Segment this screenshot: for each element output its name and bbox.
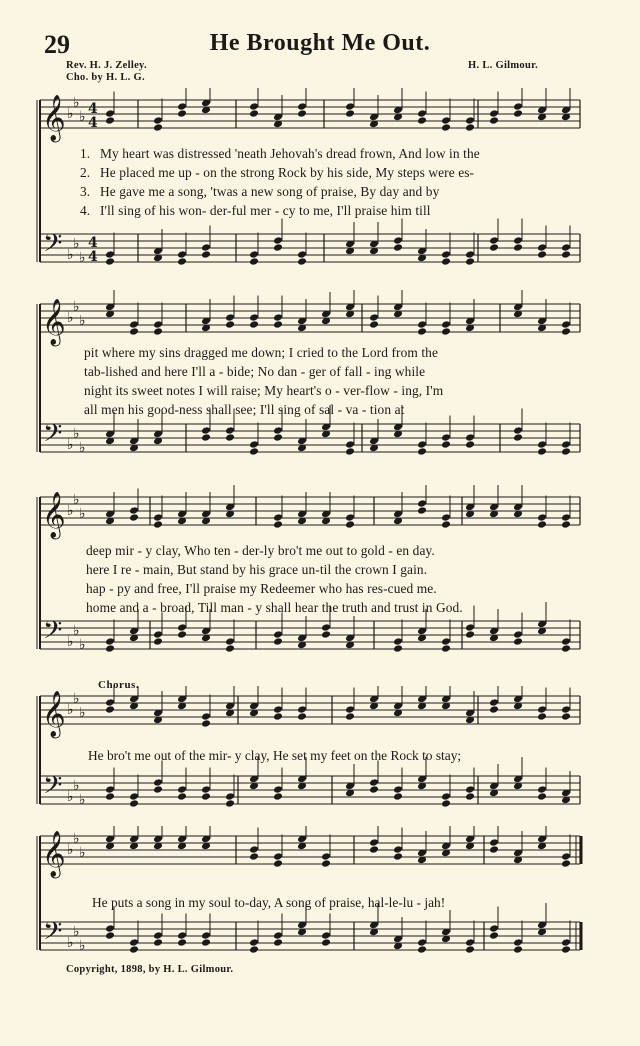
note-head xyxy=(249,945,259,954)
note-head xyxy=(489,924,499,933)
note-head xyxy=(561,644,571,653)
note-head xyxy=(561,637,571,646)
note-head xyxy=(537,440,547,449)
note-head xyxy=(561,945,571,954)
note-head xyxy=(273,705,283,714)
note-head xyxy=(417,938,427,947)
note-head xyxy=(129,792,139,801)
treble-clef-icon: 𝄞 xyxy=(42,492,66,538)
flat-icon: ♭ xyxy=(67,247,74,263)
note-head xyxy=(249,852,259,861)
chorus-line-1: He bro't me out of the mir- y clay, He set my feet on the Rock to stay; xyxy=(88,748,462,763)
bass-clef-icon: 𝄢 xyxy=(43,771,63,806)
note-head xyxy=(537,250,547,259)
note-head xyxy=(393,852,403,861)
note-head xyxy=(465,785,475,794)
note-head xyxy=(249,320,259,329)
note-head xyxy=(393,845,403,854)
note-head xyxy=(465,123,475,132)
verse-1-line xyxy=(80,146,580,162)
bass-clef-icon: 𝄢 xyxy=(43,917,63,952)
note-head xyxy=(537,705,547,714)
note-head xyxy=(369,845,379,854)
flat-icon: ♭ xyxy=(79,792,86,808)
note-head xyxy=(225,426,235,435)
lyric-text: My heart was distressed 'neath Jehovah's dread frown, And low in the xyxy=(100,146,480,161)
flat-icon: ♭ xyxy=(67,842,74,858)
flat-icon: ♭ xyxy=(67,106,74,122)
note-head xyxy=(153,320,163,329)
note-head xyxy=(321,859,331,868)
verse-number: 3. xyxy=(80,184,91,199)
note-head xyxy=(561,243,571,252)
flat-icon: ♭ xyxy=(79,313,86,329)
note-head xyxy=(561,250,571,259)
flat-icon: ♭ xyxy=(79,938,86,954)
note-head xyxy=(321,852,331,861)
note-head xyxy=(273,433,283,442)
note-head xyxy=(273,785,283,794)
verse-1-line xyxy=(84,345,584,361)
note-head xyxy=(441,327,451,336)
note-head xyxy=(153,931,163,940)
note-head xyxy=(369,778,379,787)
note-head xyxy=(273,426,283,435)
treble-clef-icon: 𝄞 xyxy=(42,95,66,141)
chorus-line-2: He puts a song in my soul to-day, A song of praise, hal-le-lu - jah! xyxy=(92,895,446,910)
note-head xyxy=(201,250,211,259)
note-head xyxy=(201,792,211,801)
verse-1-line xyxy=(86,543,586,559)
verse-4-line xyxy=(86,600,586,616)
treble-clef-icon: 𝄞 xyxy=(42,299,66,345)
note-head xyxy=(369,320,379,329)
note-head xyxy=(441,123,451,132)
note-head xyxy=(297,250,307,259)
flat-icon: ♭ xyxy=(73,691,80,707)
verse-number: 4. xyxy=(80,203,91,218)
verse-number: 2. xyxy=(80,165,91,180)
note-head xyxy=(417,109,427,118)
note-head xyxy=(273,792,283,801)
note-head xyxy=(321,623,331,632)
flat-icon: ♭ xyxy=(73,778,80,794)
note-head xyxy=(297,109,307,118)
note-head xyxy=(321,630,331,639)
note-head xyxy=(537,712,547,721)
lyric-text: I'll sing of his won- der-ful mer - cy to me, I'll praise him till xyxy=(100,203,431,218)
note-head xyxy=(201,938,211,947)
flat-icon: ♭ xyxy=(79,506,86,522)
verse-2-line xyxy=(86,562,586,578)
note-head xyxy=(273,236,283,245)
note-head xyxy=(273,243,283,252)
note-head xyxy=(513,426,523,435)
note-head xyxy=(177,250,187,259)
lyric-text: tab-lished and here I'll a - bide; No dan - ger of fall - ing while xyxy=(84,364,426,379)
note-head xyxy=(177,623,187,632)
note-head xyxy=(177,785,187,794)
note-head xyxy=(153,630,163,639)
note-head xyxy=(465,792,475,801)
note-head xyxy=(129,799,139,808)
note-head xyxy=(129,327,139,336)
hymn-title: He Brought Me Out. xyxy=(209,30,431,56)
note-head xyxy=(489,698,499,707)
chorus-author-credit: Cho. by H. L. G. xyxy=(66,72,145,83)
note-head xyxy=(105,792,115,801)
note-head xyxy=(153,938,163,947)
note-head xyxy=(417,440,427,449)
note-head xyxy=(201,426,211,435)
note-head xyxy=(105,116,115,125)
note-head xyxy=(345,705,355,714)
note-head xyxy=(561,938,571,947)
lyric-text: night its sweet notes I will raise; My heart's o - ver-flow - ing, I'm xyxy=(84,383,444,398)
note-head xyxy=(489,116,499,125)
note-head xyxy=(177,792,187,801)
note-head xyxy=(225,644,235,653)
flat-icon: ♭ xyxy=(67,935,74,951)
note-head xyxy=(153,116,163,125)
note-head xyxy=(513,433,523,442)
note-head xyxy=(177,931,187,940)
note-head xyxy=(201,931,211,940)
note-head xyxy=(105,109,115,118)
note-head xyxy=(177,630,187,639)
note-head xyxy=(417,116,427,125)
note-head xyxy=(465,945,475,954)
flat-icon: ♭ xyxy=(79,109,86,125)
note-head xyxy=(273,637,283,646)
note-head xyxy=(225,792,235,801)
chorus-label: Chorus. xyxy=(98,679,140,691)
note-head xyxy=(345,102,355,111)
note-head xyxy=(297,102,307,111)
note-head xyxy=(513,243,523,252)
note-head xyxy=(441,644,451,653)
note-head xyxy=(489,845,499,854)
note-head xyxy=(465,257,475,266)
verse-4-line xyxy=(80,203,580,219)
note-head xyxy=(393,792,403,801)
note-head xyxy=(105,257,115,266)
author-credit: Rev. H. J. Zelley. xyxy=(66,60,147,71)
music-system-2 xyxy=(0,290,640,470)
note-head xyxy=(321,931,331,940)
note-head xyxy=(465,116,475,125)
note-head xyxy=(393,243,403,252)
note-head xyxy=(153,778,163,787)
verse-3-line xyxy=(84,383,584,399)
note-head xyxy=(489,838,499,847)
lyric-text: hap - py and free, I'll praise my Redeemer who has res-cued me. xyxy=(86,581,437,596)
note-head xyxy=(321,938,331,947)
note-head xyxy=(105,705,115,714)
note-head xyxy=(513,945,523,954)
note-head xyxy=(201,785,211,794)
flat-icon: ♭ xyxy=(73,95,80,111)
note-head xyxy=(345,447,355,456)
note-head xyxy=(561,705,571,714)
note-head xyxy=(273,313,283,322)
note-head xyxy=(249,447,259,456)
note-head xyxy=(249,109,259,118)
words-credit xyxy=(66,60,147,84)
note-head xyxy=(249,313,259,322)
note-head xyxy=(465,938,475,947)
note-head xyxy=(561,520,571,529)
note-head xyxy=(441,513,451,522)
note-head xyxy=(273,938,283,947)
note-head xyxy=(537,447,547,456)
flat-icon: ♭ xyxy=(73,492,80,508)
note-head xyxy=(537,520,547,529)
note-head xyxy=(441,250,451,259)
flat-icon: ♭ xyxy=(73,426,80,442)
note-head xyxy=(273,859,283,868)
note-head xyxy=(177,938,187,947)
note-head xyxy=(393,644,403,653)
note-head xyxy=(369,785,379,794)
note-head xyxy=(129,945,139,954)
note-head xyxy=(177,102,187,111)
note-head xyxy=(297,705,307,714)
note-head xyxy=(441,320,451,329)
music-system-1 xyxy=(0,88,640,278)
note-head xyxy=(129,320,139,329)
treble-clef-icon: 𝄞 xyxy=(42,831,66,877)
note-head xyxy=(177,257,187,266)
note-head xyxy=(201,712,211,721)
note-head xyxy=(417,320,427,329)
note-head xyxy=(129,513,139,522)
verse-4-line xyxy=(84,402,584,418)
note-head xyxy=(105,785,115,794)
note-head xyxy=(369,313,379,322)
note-head xyxy=(441,792,451,801)
note-head xyxy=(489,236,499,245)
note-head xyxy=(153,637,163,646)
treble-clef-icon: 𝄞 xyxy=(42,691,66,737)
note-head xyxy=(273,520,283,529)
note-head xyxy=(129,938,139,947)
note-head xyxy=(537,243,547,252)
note-head xyxy=(441,520,451,529)
flat-icon: ♭ xyxy=(67,634,74,650)
note-head xyxy=(153,513,163,522)
bass-clef-icon: 𝄢 xyxy=(43,229,63,264)
note-head xyxy=(393,236,403,245)
note-head xyxy=(345,520,355,529)
note-head xyxy=(417,499,427,508)
flat-icon: ♭ xyxy=(67,789,74,805)
note-head xyxy=(153,785,163,794)
note-head xyxy=(537,785,547,794)
note-head xyxy=(537,792,547,801)
note-head xyxy=(561,320,571,329)
verse-3-line xyxy=(86,581,586,597)
note-head xyxy=(441,116,451,125)
flat-icon: ♭ xyxy=(73,831,80,847)
note-head xyxy=(105,698,115,707)
note-head xyxy=(441,433,451,442)
note-head xyxy=(153,520,163,529)
note-head xyxy=(225,637,235,646)
note-head xyxy=(249,257,259,266)
note-head xyxy=(561,447,571,456)
note-head xyxy=(441,637,451,646)
note-head xyxy=(225,799,235,808)
note-head xyxy=(441,440,451,449)
verse-2-line xyxy=(84,364,584,380)
note-head xyxy=(561,712,571,721)
note-head xyxy=(561,440,571,449)
note-head xyxy=(465,433,475,442)
note-head xyxy=(513,102,523,111)
note-head xyxy=(297,712,307,721)
note-head xyxy=(105,637,115,646)
note-head xyxy=(537,513,547,522)
flat-icon: ♭ xyxy=(73,623,80,639)
note-head xyxy=(441,257,451,266)
note-head xyxy=(249,845,259,854)
note-head xyxy=(249,250,259,259)
note-head xyxy=(513,236,523,245)
time-signature: 4 xyxy=(88,101,98,117)
bass-clef-icon: 𝄢 xyxy=(43,616,63,651)
note-head xyxy=(153,123,163,132)
time-signature: 4 xyxy=(88,249,98,265)
lyric-text: here I re - main, But stand by his grace un-til the crown I gain. xyxy=(86,562,428,577)
flat-icon: ♭ xyxy=(67,437,74,453)
flat-icon: ♭ xyxy=(79,440,86,456)
flat-icon: ♭ xyxy=(73,924,80,940)
lyric-text: home and a - broad, Till man - y shall hear the truth and trust in God. xyxy=(86,600,463,615)
hymn-number: 29 xyxy=(44,30,70,59)
flat-icon: ♭ xyxy=(79,637,86,653)
time-signature: 4 xyxy=(88,115,98,131)
flat-icon: ♭ xyxy=(67,310,74,326)
note-head xyxy=(249,102,259,111)
flat-icon: ♭ xyxy=(79,250,86,266)
flat-icon: ♭ xyxy=(73,299,80,315)
verse-3-line xyxy=(80,184,580,200)
note-head xyxy=(465,440,475,449)
note-head xyxy=(345,109,355,118)
composer-credit: H. L. Gilmour. xyxy=(468,60,539,71)
lyric-text: deep mir - y clay, Who ten - der-ly bro't me out to gold - en day. xyxy=(86,543,435,558)
note-head xyxy=(417,327,427,336)
note-head xyxy=(561,852,571,861)
note-head xyxy=(489,243,499,252)
note-head xyxy=(417,945,427,954)
note-head xyxy=(465,630,475,639)
note-head xyxy=(561,513,571,522)
note-head xyxy=(417,506,427,515)
note-head xyxy=(105,250,115,259)
note-head xyxy=(465,623,475,632)
note-head xyxy=(201,433,211,442)
note-head xyxy=(393,637,403,646)
note-head xyxy=(129,506,139,515)
note-head xyxy=(225,313,235,322)
note-head xyxy=(105,931,115,940)
note-head xyxy=(273,630,283,639)
note-head xyxy=(249,938,259,947)
note-head xyxy=(345,712,355,721)
lyric-text: all men his good-ness shall see; I'll sing of sal - va - tion at xyxy=(84,402,405,417)
note-head xyxy=(273,513,283,522)
flat-icon: ♭ xyxy=(67,503,74,519)
note-head xyxy=(489,931,499,940)
note-head xyxy=(225,433,235,442)
copyright-notice: Copyright, 1898, by H. L. Gilmour. xyxy=(66,964,234,975)
note-head xyxy=(513,109,523,118)
bass-clef-icon: 𝄢 xyxy=(43,419,63,454)
flat-icon: ♭ xyxy=(79,705,86,721)
time-signature: 4 xyxy=(88,235,98,251)
note-head xyxy=(105,924,115,933)
note-head xyxy=(297,257,307,266)
note-head xyxy=(465,250,475,259)
note-head xyxy=(441,799,451,808)
note-head xyxy=(489,109,499,118)
flat-icon: ♭ xyxy=(79,845,86,861)
note-head xyxy=(249,440,259,449)
note-head xyxy=(273,931,283,940)
note-head xyxy=(513,938,523,947)
note-head xyxy=(273,712,283,721)
note-head xyxy=(561,859,571,868)
note-head xyxy=(513,637,523,646)
note-head xyxy=(489,705,499,714)
flat-icon: ♭ xyxy=(73,236,80,252)
note-head xyxy=(201,243,211,252)
note-head xyxy=(345,513,355,522)
note-head xyxy=(105,644,115,653)
note-head xyxy=(561,327,571,336)
lyric-text: He placed me up - on the strong Rock by his side, My steps were es- xyxy=(100,165,475,180)
flat-icon: ♭ xyxy=(67,702,74,718)
note-head xyxy=(153,327,163,336)
lyric-text: He gave me a song, 'twas a new song of praise, By day and by xyxy=(100,184,440,199)
verse-2-line xyxy=(80,165,580,181)
note-head xyxy=(225,320,235,329)
note-head xyxy=(273,852,283,861)
note-head xyxy=(513,630,523,639)
lyric-text: pit where my sins dragged me down; I cried to the Lord from the xyxy=(84,345,438,360)
note-head xyxy=(201,719,211,728)
note-head xyxy=(177,109,187,118)
note-head xyxy=(417,447,427,456)
note-head xyxy=(345,440,355,449)
note-head xyxy=(369,838,379,847)
note-head xyxy=(273,320,283,329)
note-head xyxy=(393,785,403,794)
verse-number: 1. xyxy=(80,146,91,161)
